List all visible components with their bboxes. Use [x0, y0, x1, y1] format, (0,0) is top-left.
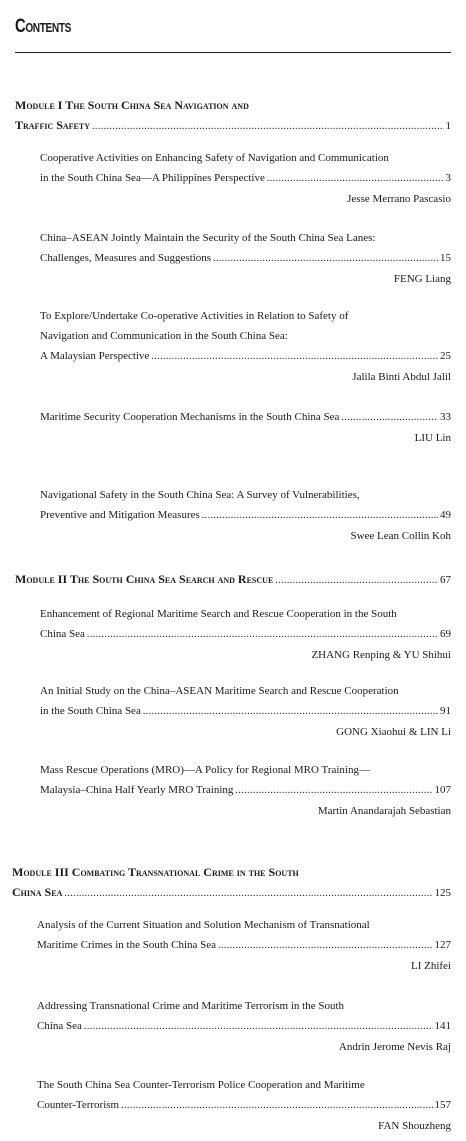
dot-leader — [84, 1016, 433, 1037]
title-line: Module I The South China Sea Navigation and — [15, 98, 249, 112]
title-line: Preventive and Mitigation Measures — [40, 509, 200, 521]
entry-author: Jalila Binti Abdul Jalil — [352, 371, 451, 383]
dot-leader — [87, 624, 438, 645]
page-number: 3 — [445, 172, 451, 184]
dot-leader — [218, 935, 432, 956]
title-line: China Sea — [40, 628, 85, 640]
title-line: Maritime Crimes in the South China Sea — [37, 939, 217, 951]
page-number: 15 — [440, 252, 451, 264]
page-number: 107 — [434, 784, 451, 796]
title-line: Counter-Terrorism — [37, 1099, 120, 1111]
dot-leader — [341, 407, 438, 428]
dot-leader — [143, 701, 438, 722]
dot-leader — [213, 248, 438, 269]
toc-line — [40, 326, 451, 346]
module-heading — [15, 569, 451, 591]
page-number: 127 — [434, 939, 451, 951]
dot-leader — [151, 346, 438, 367]
dot-leader — [92, 115, 443, 137]
dot-leader — [121, 1095, 432, 1116]
toc-line — [40, 681, 451, 701]
title-line: Challenges, Measures and Suggestions — [40, 252, 212, 264]
toc-entry — [40, 228, 451, 289]
page-number: 33 — [440, 411, 451, 423]
title-line: Mass Rescue Operations (MRO)—A Policy for Regional MRO Training— — [40, 764, 370, 776]
toc-line — [12, 882, 451, 904]
title-line: Enhancement of Regional Maritime Search and Rescue Cooperation in the South — [40, 608, 397, 620]
toc-line — [37, 915, 451, 935]
entry-author: Jesse Merrano Pascasio — [347, 193, 451, 205]
title-line: An Initial Study on the China–ASEAN Maritime Search and Rescue Cooperation — [40, 685, 399, 697]
dot-leader — [275, 569, 438, 591]
toc-entry — [40, 148, 451, 209]
module-heading — [12, 862, 451, 904]
entry-author: GONG Xiaohui & LIN Li — [336, 726, 451, 738]
entry-author: FENG Liang — [393, 273, 451, 285]
page-number: 1 — [445, 120, 451, 132]
toc-line — [40, 505, 451, 526]
toc-entry — [40, 407, 451, 448]
title-line: Module III Combating Transnational Crime in the South — [12, 865, 299, 879]
page-title: Contents — [15, 16, 72, 37]
toc-line — [40, 168, 451, 189]
toc-entry — [40, 604, 451, 665]
module-heading — [15, 95, 451, 137]
page-number: 91 — [440, 705, 451, 717]
toc-line — [15, 95, 451, 115]
title-line: Cooperative Activities on Enhancing Safety of Navigation and Communication — [40, 152, 389, 164]
entry-author: Andrin Jerome Nevis Raj — [338, 1041, 451, 1053]
entry-author: LIU Lin — [414, 432, 451, 444]
entry-author: Martin Anandarajah Sebastian — [317, 805, 451, 817]
entry-author: LI Zhifei — [410, 960, 451, 972]
toc-line — [40, 485, 451, 505]
toc-line — [40, 306, 451, 326]
toc-entry — [37, 1075, 451, 1136]
dot-leader — [267, 168, 444, 189]
page-number: 69 — [440, 628, 451, 640]
toc-line — [40, 624, 451, 645]
title-line: in the South China Sea—A Philippines Perspective — [40, 172, 265, 184]
dot-leader — [235, 780, 432, 801]
page-number: 49 — [440, 509, 451, 521]
toc-line — [40, 346, 451, 367]
title-line: China Sea — [37, 1020, 82, 1032]
title-line: The South China Sea Counter-Terrorism Police Cooperation and Maritime — [37, 1079, 365, 1091]
toc-entry — [37, 996, 451, 1057]
title-line: A Malaysian Perspective — [40, 350, 150, 362]
toc-line — [40, 248, 451, 269]
toc-line — [40, 407, 451, 428]
title-line: Malaysia–China Half Yearly MRO Training — [40, 784, 234, 796]
toc-line — [40, 780, 451, 801]
entry-author: Swee Lean Collin Koh — [350, 530, 451, 542]
title-line: Navigational Safety in the South China Sea: A Survey of Vulnerabilities, — [40, 489, 360, 501]
toc-line — [40, 760, 451, 780]
title-line: Traffic Safety — [15, 118, 91, 132]
toc-line — [37, 935, 451, 956]
page-number: 141 — [434, 1020, 451, 1032]
title-line: in the South China Sea — [40, 705, 141, 717]
toc-line — [37, 1075, 451, 1095]
toc-line — [40, 701, 451, 722]
toc-line — [12, 862, 451, 882]
title-line: Maritime Security Cooperation Mechanisms in the South China Sea — [40, 411, 340, 423]
page-number: 25 — [440, 350, 451, 362]
toc-line — [40, 148, 451, 168]
toc-entry — [40, 306, 451, 387]
dot-leader — [64, 882, 432, 904]
page-number: 157 — [434, 1099, 451, 1111]
toc-line — [37, 996, 451, 1016]
title-line: Addressing Transnational Crime and Maritime Terrorism in the South — [37, 1000, 344, 1012]
toc-entry — [40, 760, 451, 821]
page-number: 67 — [440, 574, 451, 586]
toc-line — [15, 569, 451, 591]
title-line: To Explore/Undertake Co-operative Activities in Relation to Safety of — [40, 310, 349, 322]
title-line: China–ASEAN Jointly Maintain the Security of the South China Sea Lanes: — [40, 232, 376, 244]
toc-line — [15, 115, 451, 137]
toc-line — [37, 1095, 451, 1116]
toc-line — [40, 228, 451, 248]
toc-line — [40, 604, 451, 624]
dot-leader — [202, 505, 438, 526]
title-line: Navigation and Communication in the South China Sea: — [40, 330, 288, 342]
toc-entry — [40, 485, 451, 546]
title-line: Module II The South China Sea Search and Rescue — [15, 572, 274, 586]
title-line: Analysis of the Current Situation and Solution Mechanism of Transnational — [37, 919, 370, 931]
page-number: 125 — [434, 887, 451, 899]
title-divider — [15, 52, 451, 53]
entry-author: FAN Shouzheng — [378, 1120, 451, 1132]
title-line: China Sea — [12, 885, 63, 899]
toc-line — [37, 1016, 451, 1037]
entry-author: ZHANG Renping & YU Shihui — [311, 649, 451, 661]
toc-entry — [37, 915, 451, 976]
toc-entry — [40, 681, 451, 742]
